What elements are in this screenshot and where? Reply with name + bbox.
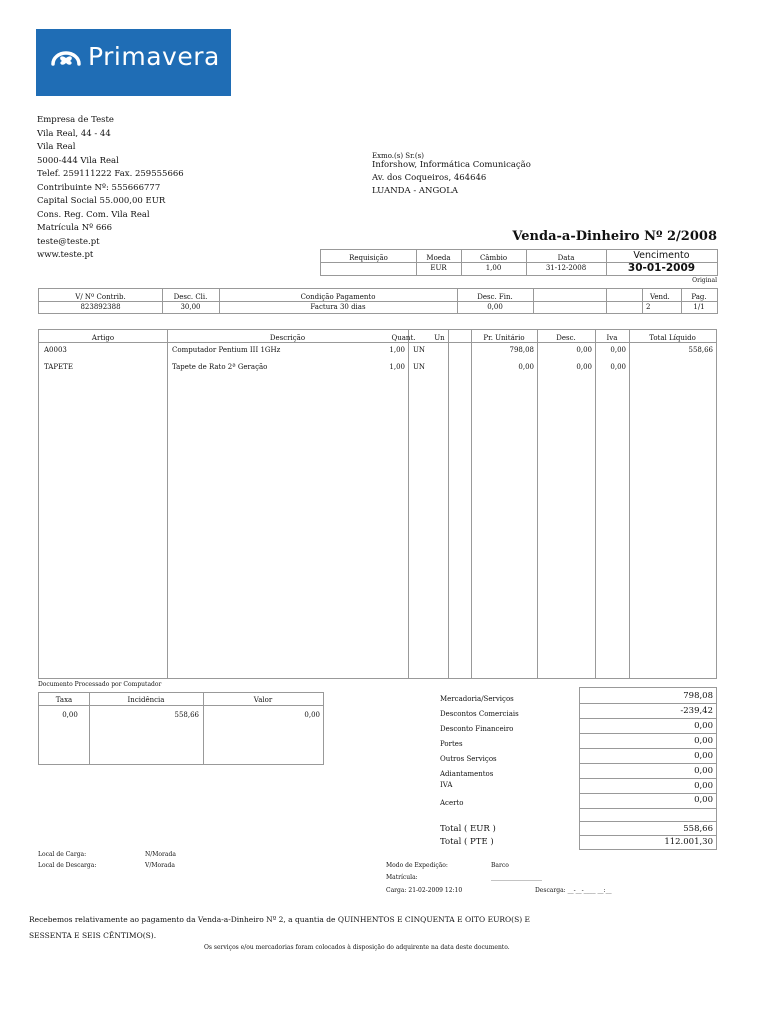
- company-logo: [36, 29, 231, 96]
- company-info: [37, 115, 184, 264]
- desc-fin-label: Desc. Fin.: [477, 293, 513, 301]
- client-line: LUANDA - ANGOLA: [372, 186, 459, 196]
- tax-header-taxa: Taxa: [55, 696, 73, 704]
- total-label-iva: IVA: [440, 781, 453, 789]
- pag-label: Pag.: [691, 293, 707, 301]
- company-line: www.teste.pt: [37, 250, 94, 260]
- requisicao-label: Requisição: [349, 254, 388, 262]
- client-salutation: Exmo.(s) Sr.(s): [372, 152, 424, 160]
- lines-table: [38, 329, 717, 679]
- client-line: Av. dos Coqueiros, 464646: [372, 173, 487, 183]
- tax-header-incidencia: Incidência: [127, 696, 165, 704]
- table-cell: UN: [413, 363, 426, 371]
- modo-expedicao-value: Barco: [491, 862, 509, 869]
- company-line: Matrícula Nº 666: [37, 223, 113, 233]
- vend-label: Vend.: [650, 293, 670, 301]
- customer-info-box: [38, 288, 718, 314]
- table-cell: 0,00: [576, 363, 592, 371]
- total-value-outros-servicos: 0,00: [694, 751, 713, 761]
- total-label-adiantamentos: Adiantamentos: [440, 770, 494, 778]
- col-header-quant: Quant.: [391, 334, 416, 342]
- desc-fin-value: 0,00: [487, 303, 503, 311]
- table-cell: 0,00: [610, 363, 626, 371]
- table-cell: 1,00: [389, 346, 405, 354]
- table-cell: 558,66: [688, 346, 713, 354]
- total-value-iva: 0,00: [694, 781, 713, 791]
- totals-box: [579, 687, 717, 850]
- cond-pagamento-label: Condição Pagamento: [300, 293, 376, 301]
- cambio-label: Câmbio: [479, 254, 508, 262]
- total-value-desconto-financeiro: 0,00: [694, 721, 713, 731]
- matricula-value: _________________: [491, 874, 542, 881]
- table-cell: TAPETE: [44, 363, 73, 371]
- data-label: Data: [557, 254, 575, 262]
- total-value-portes: 0,00: [694, 736, 713, 746]
- vencimento-value: 30-01-2009: [627, 262, 696, 274]
- moeda-value: EUR: [430, 264, 447, 272]
- table-cell: 0,00: [576, 346, 592, 354]
- total-pte-value: 112.001,30: [664, 837, 713, 847]
- company-line: Empresa de Teste: [37, 115, 114, 125]
- client-address: [372, 160, 531, 199]
- table-cell: Tapete de Rato 2ª Geração: [172, 363, 268, 371]
- company-line: Vila Real: [37, 142, 76, 152]
- original-label: Original: [692, 277, 717, 284]
- butterfly-icon: [50, 49, 82, 73]
- contrib-value: 823892388: [80, 303, 121, 311]
- company-line: Contribuinte Nº: 555666777: [37, 182, 161, 193]
- total-value-mercadoria: 798,08: [683, 691, 713, 701]
- receipt-text-line2: SESSENTA E SEIS CÊNTIMO(S).: [29, 931, 157, 940]
- col-header-descricao: Descrição: [269, 334, 306, 342]
- contrib-label: V/ Nº Contrib.: [75, 293, 126, 301]
- matricula-label: Matrícula:: [386, 874, 418, 881]
- local-carga-value: N/Morada: [145, 851, 176, 858]
- col-header-desc: Desc.: [556, 334, 576, 342]
- col-header-pr-unitario: Pr. Unitário: [483, 334, 525, 342]
- vencimento-label: Vencimento: [633, 250, 690, 261]
- moeda-label: Moeda: [426, 254, 451, 262]
- client-line: Inforshow, Informática Comunicação: [372, 160, 531, 170]
- total-label-desconto-financeiro: Desconto Financeiro: [440, 725, 514, 733]
- tax-cell: 558,66: [174, 711, 199, 719]
- table-cell: UN: [413, 346, 426, 354]
- tax-table: [38, 692, 324, 765]
- company-line: Telef. 259111222 Fax. 259555666: [37, 169, 184, 179]
- cond-pagamento-value: Factura 30 dias: [310, 303, 366, 311]
- tax-cell: 0,00: [304, 711, 320, 719]
- total-label-portes: Portes: [440, 740, 463, 748]
- local-carga-label: Local de Carga:: [38, 851, 87, 858]
- total-value-acerto: 0,00: [694, 795, 713, 805]
- table-cell: 798,08: [509, 346, 534, 354]
- table-cell: Computador Pentium III 1GHz: [172, 346, 281, 354]
- total-label-acerto: Acerto: [440, 799, 464, 807]
- data-value: 31-12-2008: [545, 264, 587, 272]
- local-descarga-value: V/Morada: [145, 862, 175, 869]
- tax-cell: 0,00: [62, 711, 78, 719]
- tax-header-valor: Valor: [253, 696, 273, 704]
- document-header-box: [320, 249, 718, 276]
- total-eur-value: 558,66: [683, 824, 713, 834]
- vend-value: 2: [646, 303, 651, 311]
- col-header-artigo: Artigo: [91, 334, 115, 342]
- table-cell: 0,00: [518, 363, 534, 371]
- carga-datetime: Carga: 21-02-2009 12:10: [386, 887, 463, 894]
- desc-cli-label: Desc. Cli.: [173, 293, 208, 301]
- document-title: Venda-a-Dinheiro Nº 2/2008: [512, 229, 717, 244]
- company-line: Cons. Reg. Com. Vila Real: [37, 209, 150, 220]
- table-cell: 1,00: [389, 363, 405, 371]
- logo-text: Primavera: [88, 42, 220, 71]
- col-header-total-liquido: Total Líquido: [649, 334, 696, 342]
- col-header-iva: Iva: [606, 334, 618, 342]
- descarga-datetime: Descarga: __-__-____ __:__: [535, 887, 612, 894]
- total-label-outros-servicos: Outros Serviços: [440, 755, 497, 763]
- modo-expedicao-label: Modo de Expedição:: [386, 862, 448, 869]
- company-line: Capital Social 55.000,00 EUR: [37, 196, 166, 206]
- pag-value: 1/1: [693, 303, 705, 311]
- processed-note: Documento Processado por Computador: [38, 681, 162, 688]
- cambio-value: 1,00: [485, 264, 502, 272]
- local-descarga-label: Local de Descarga:: [38, 862, 97, 869]
- col-header-un: Un: [434, 334, 445, 342]
- availability-note: Os serviços e/ou mercadorias foram colocados à disposição do adquirente na data deste documento.: [204, 944, 510, 951]
- total-value-adiantamentos: 0,00: [694, 766, 713, 776]
- total-pte-label: Total ( PTE ): [440, 837, 494, 847]
- table-cell: A0003: [44, 346, 67, 354]
- total-value-descontos-comerciais: -239,42: [680, 706, 713, 716]
- table-cell: 0,00: [610, 346, 626, 354]
- company-line: teste@teste.pt: [37, 236, 100, 247]
- total-label-descontos-comerciais: Descontos Comerciais: [440, 710, 519, 718]
- company-line: 5000-444 Vila Real: [37, 155, 119, 166]
- total-label-mercadoria: Mercadoria/Serviços: [440, 695, 514, 703]
- total-eur-label: Total ( EUR ): [440, 824, 496, 834]
- company-line: Vila Real, 44 - 44: [37, 128, 111, 139]
- desc-cli-value: 30,00: [180, 303, 201, 311]
- receipt-text-line1: Recebemos relativamente ao pagamento da Venda-a-Dinheiro Nº 2, a quantia de QUINHENTOS E CINQUENTA E OITO EURO(S) E: [29, 915, 531, 924]
